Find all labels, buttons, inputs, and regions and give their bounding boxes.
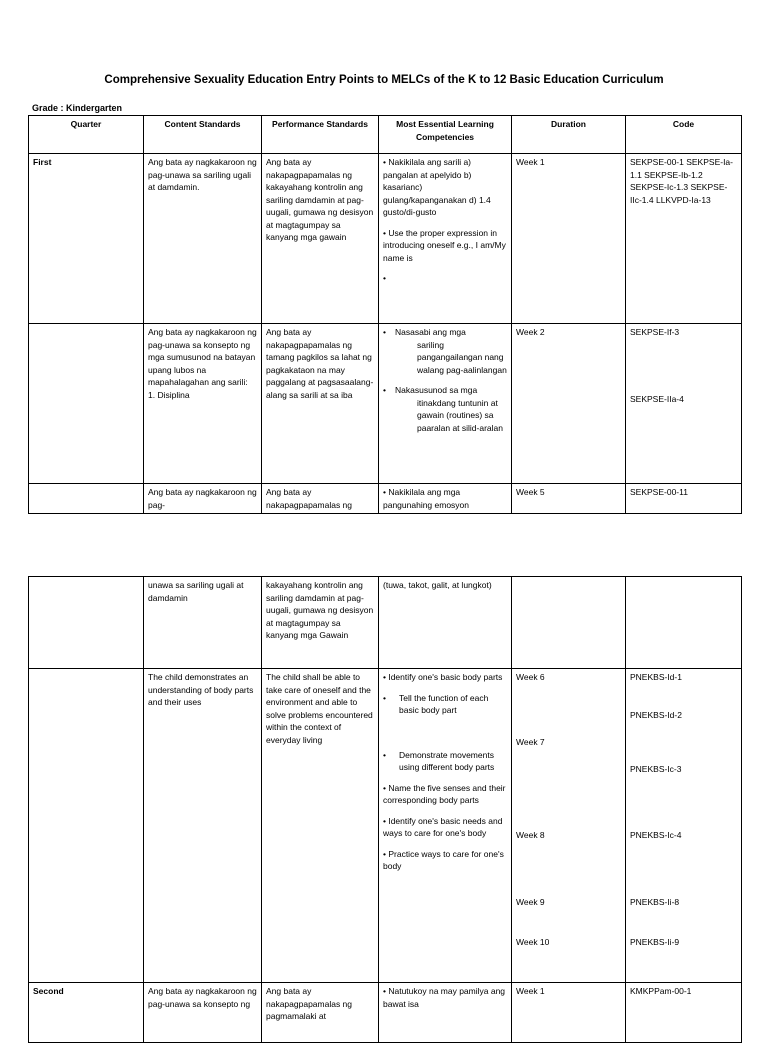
document-title: Comprehensive Sexuality Education Entry Points to MELCs of the K to 12 Basic Education Curriculum: [104, 74, 664, 86]
content-standard-cell: The child demonstrates an understanding of body parts and their uses: [144, 669, 262, 983]
melc-item-lead: Nakasusunod sa mga: [395, 385, 478, 395]
melc-cell: • Nakikilala ang mga pangunahing emosyon: [379, 484, 512, 514]
table-row: [29, 154, 742, 324]
melc-cell: [379, 154, 512, 324]
code-item: SEKPSE-If-3: [630, 327, 680, 337]
quarter-cell: Second: [29, 983, 144, 1043]
table-row: [29, 484, 742, 514]
week-label: Week 10: [516, 937, 550, 947]
melc-cell: [379, 669, 512, 983]
code-item: PNEKBS-Id-2: [630, 710, 682, 720]
table-row: [29, 577, 742, 669]
week-label: Week 8: [516, 830, 545, 840]
duration-cell: Week 1: [512, 983, 626, 1043]
duration-cell: Week 1: [512, 154, 626, 324]
melc-item: • Use the proper expression in introducing oneself e.g., I am/My name is: [383, 227, 506, 263]
quarter-cell: [29, 577, 144, 669]
melc-cell: [379, 324, 512, 484]
quarter-cell: [29, 324, 144, 484]
code-cell: SEKPSE-00-1 SEKPSE-Ia-1.1 SEKPSE-Ib-1.2 SEKPSE-Ic-1.3 SEKPSE-IIc-1.4 LLKVPD-Ia-13: [626, 154, 742, 324]
melc-item: • Nakikilala ang sarili a) pangalan at apelyido b) kasarianc) gulang/kapanganakan d) 1.4 gusto/di-gusto: [383, 157, 491, 217]
content-standard-cell: Ang bata ay nagkakaroon ng pag-unawa sa konsepto ng mga sumusunod na batayan upang lubos na mapahalagahan ang sarili: 1. Disiplina: [144, 324, 262, 484]
header-code: Code: [626, 116, 742, 154]
content-standard-cell: unawa sa sariling ugali at damdamin: [144, 577, 262, 669]
code-item: PNEKBS-Ii-8: [630, 897, 680, 907]
code-cell: [626, 577, 742, 669]
melc-cell: • Natutukoy na may pamilya ang bawat isa: [379, 983, 512, 1043]
code-cell: [626, 324, 742, 484]
melc-item: • Name the five senses and their corresponding body parts: [383, 782, 506, 805]
week-label: Week 7: [516, 737, 545, 747]
code-cell: KMKPPam-00-1: [626, 983, 742, 1043]
header-melc: Most Essential Learning Competencies: [379, 116, 512, 154]
melc-item-text: Tell the function of each basic body part: [399, 692, 489, 715]
content-standard-cell: Ang bata ay nagkakaroon ng pag-: [144, 484, 262, 514]
code-cell: SEKPSE-00-11: [626, 484, 742, 514]
quarter-cell: [29, 669, 144, 983]
code-item: PNEKBS-Ic-4: [630, 830, 682, 840]
performance-standard-cell: Ang bata ay nakapagpapamalas ng: [262, 484, 379, 514]
performance-standard-cell: Ang bata ay nakapagpapamalas ng kakayahang kontrolin ang sariling damdamin at pag- uugali, gumawa ng desisyon at magtagumpay sa kanyang mga gawain: [262, 154, 379, 324]
header-content-standards: Content Standards: [144, 116, 262, 154]
performance-standard-cell: The child shall be able to take care of oneself and the environment and able to solve problems encountered within the context of everyday living: [262, 669, 379, 983]
melc-item-rest: sariling pangangailangan nang walang pag-aalinlangan: [417, 339, 507, 375]
code-cell: [626, 669, 742, 983]
duration-cell: [512, 669, 626, 983]
week-label: Week 9: [516, 897, 545, 907]
content-standard-cell: Ang bata ay nagkakaroon ng pag-unawa sa konsepto ng: [144, 983, 262, 1043]
duration-cell: Week 2: [512, 324, 626, 484]
table-row: [29, 669, 742, 983]
melc-item: • Practice ways to care for one's body: [383, 848, 504, 871]
melc-item-lead: Nasasabi ang mga: [395, 327, 466, 337]
grade-label: Grade : Kindergarten: [32, 103, 123, 113]
code-item: PNEKBS-Id-1: [630, 672, 682, 682]
quarter-cell: First: [29, 154, 144, 324]
duration-cell: [512, 577, 626, 669]
bullet-icon: •: [383, 749, 386, 760]
melc-item: •: [383, 273, 386, 283]
melc-item: • Identify one's basic needs and ways to care for one's body: [383, 815, 503, 838]
duration-cell: Week 5: [512, 484, 626, 514]
week-label: Week 6: [516, 672, 545, 682]
code-item: PNEKBS-Ii-9: [630, 937, 680, 947]
melc-item: [383, 692, 507, 717]
code-item: PNEKBS-Ic-3: [630, 764, 682, 774]
bullet-icon: •: [383, 692, 386, 703]
performance-standard-cell: kakayahang kontrolin ang sariling damdamin at pag- uugali, gumawa ng desisyon at magtagumpay sa kanyang mga Gawain: [262, 577, 379, 669]
melc-item: • Identify one's basic body parts: [383, 672, 503, 682]
header-quarter: Quarter: [29, 116, 144, 154]
table-header-row: [29, 116, 742, 154]
code-item: SEKPSE-IIa-4: [630, 393, 684, 404]
melc-item: [383, 326, 507, 339]
curriculum-table-page-1: [28, 115, 742, 514]
melc-item-text: Demonstrate movements using different body parts: [399, 749, 495, 772]
table-row: [29, 324, 742, 484]
curriculum-table-page-2: [28, 576, 742, 1043]
bullet-icon: •: [383, 385, 386, 395]
bullet-icon: •: [383, 327, 386, 337]
melc-item: [383, 749, 507, 774]
quarter-cell: [29, 484, 144, 514]
performance-standard-cell: Ang bata ay nakapagpapamalas ng pagmamalaki at: [262, 983, 379, 1043]
header-duration: Duration: [512, 116, 626, 154]
header-performance-standards: Performance Standards: [262, 116, 379, 154]
performance-standard-cell: Ang bata ay nakapagpapamalas ng tamang pagkilos sa lahat ng pagkakataon na may paggalang at pagsasaalang- alang sa sarili at sa iba: [262, 324, 379, 484]
table-row: [29, 983, 742, 1043]
content-standard-cell: Ang bata ay nagkakaroon ng pag-unawa sa sariling ugali at damdamin.: [144, 154, 262, 324]
melc-item: [383, 384, 507, 397]
melc-item-rest: itinakdang tuntunin at gawain (routines) sa paaralan at silid-aralan: [417, 397, 503, 433]
melc-cell: (tuwa, takot, galit, at lungkot): [379, 577, 512, 669]
